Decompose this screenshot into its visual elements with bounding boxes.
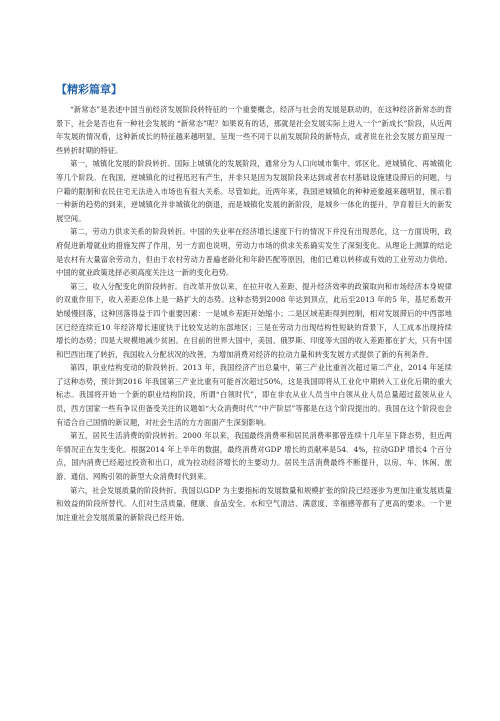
paragraph-quality: 第六，社会发展质量的阶段转折。我国以GDP 为主要指标的发展数量和规模扩张的阶段已经逐步为更加注重发展质量和效益的阶段所替代。人们对生活质量、健康、食品安全、水和空气清洁、满意度、幸福感等都有了更高的要求。一个更加注重社会发展质量的新阶段已经开始。 <box>56 485 452 522</box>
paragraph-consumption: 第五，居民生活消费的阶段转折。2000 年以来，我国最终消费率和居民消费率都曾连续十几年呈下降态势，但近两年情况正在发生变化。根据2014 年上半年的数据，最终消费对GDP 增长的贡献率是54．4%，拉动GDP 增长4 个百分点，国内消费已经超过投资和出口，成为拉动经济增长的主要动力。居民生活消费最终不断提升，以房、车、休闲、旅游、通信、网购引领的新型大众消费时代到来。 <box>56 431 452 482</box>
paragraph-labor: 第二，劳动力供求关系的阶段转折。中国的失业率在经济增长速度下行的情况下并没有出现恶化，这一方面说明，政府促进新增就业的措施发挥了作用，另一方面也说明，劳动力市场的供求关系确实发生了深刻变化。从理论上测算的结论是农村有大量富余劳动力，但由于农村劳动力普遍老龄化和年龄匹配等原因，他们已难以转移或有效的工业劳动力供给。中国的就业政策选择必须高度关注这一新的变化趋势。 <box>56 227 452 278</box>
section-heading: 【精彩篇章】 <box>56 83 122 96</box>
paragraph-income: 第三，收入分配变化的阶段转折。自改革开放以来，在拉开收入差距、提升经济效率的政策取向和市场经济本身规律的双重作用下，收入差距总体上是一路扩大的态势。这种态势到2008 年达到顶点，此后至2013 年的5 年，基尼系数开始缓慢回落，这种回落得益于四个重要因素：一是城乡差距开始缩小；二是区域差距得到控制，相对发展滞后的中西部地区已经连续近10 年经济增长速度快于比较发达的东部地区；三是在劳动力出现结构性短缺的背景下，人工成本出现持续增长的态势；四是大规模地减少贫困。在目前的世界大国中，美国、俄罗斯、印度等大国的收入差距都在扩大，只有中国和巴西出现了转折，我国收入分配状况的改善，为增加消费对经济的拉动力量和转变发展方式提供了新的有利条件。 <box>56 281 452 359</box>
document-page <box>56 78 452 524</box>
paragraph-occupation: 第四，职业结构变动的阶段转折。2013 年，我国经济产出总量中，第三产业比重首次超过第二产业，2014 年延续了这种态势，预计到2016 年我国第三产业比重有可能首次超过50%，这是我国即将从工业化中期转入工业化后期的重大标志。我国将开始一个新的职业结构阶段，所谓“白领时代”，即在非农从业人员当中白领从业人员总量超过蓝领从业人员，西方国家一些有争议但备受关注的议题如“大众消费时代”“中产阶层”等都是在这个阶段提出的。我国在这个阶段也会有适合自己国情的新议题，对社会生活的方方面面产生深刻影响。 <box>56 363 452 427</box>
paragraph-intro: “新常态”是表述中国当前经济发展阶段转特征的一个重要概念，经济与社会的发展是联动的，在这种经济新常态的背景下，社会是否也有一种社会发展的 “新常态”呢？如果说有的话，那就是社会发展实际上进入一个“新成长”阶段，从近两年发展的情况看，这种新成长的特征越来越明显，呈现一些不同于以前发展阶段的新特点，或者说在社会发展方面呈现一些转折时期的特征。 <box>56 105 452 155</box>
paragraph-urbanization: 第一，城镇化发展的阶段转折。国际上城镇化的发展阶段，通常分为人口向城市集中、郊区化、逆城镇化、再城镇化等几个阶段。在我国，逆城镇化的过程迅迟有产生，并非只是因为发展阶段来达到或者农村基础设施建设滞后的问题，与户籍的限制和农民住宅无法进入市场也有很大关系。尽管如此，近两年来，我国逆城镇化的种种迹象越来越明显，预示着一种新的趋势的到来，逆城镇化并非城镇化的倒退，而是城镇化发展的新阶段，是城乡一体化的提升，孕育着巨大的新发展空间。 <box>56 159 452 223</box>
